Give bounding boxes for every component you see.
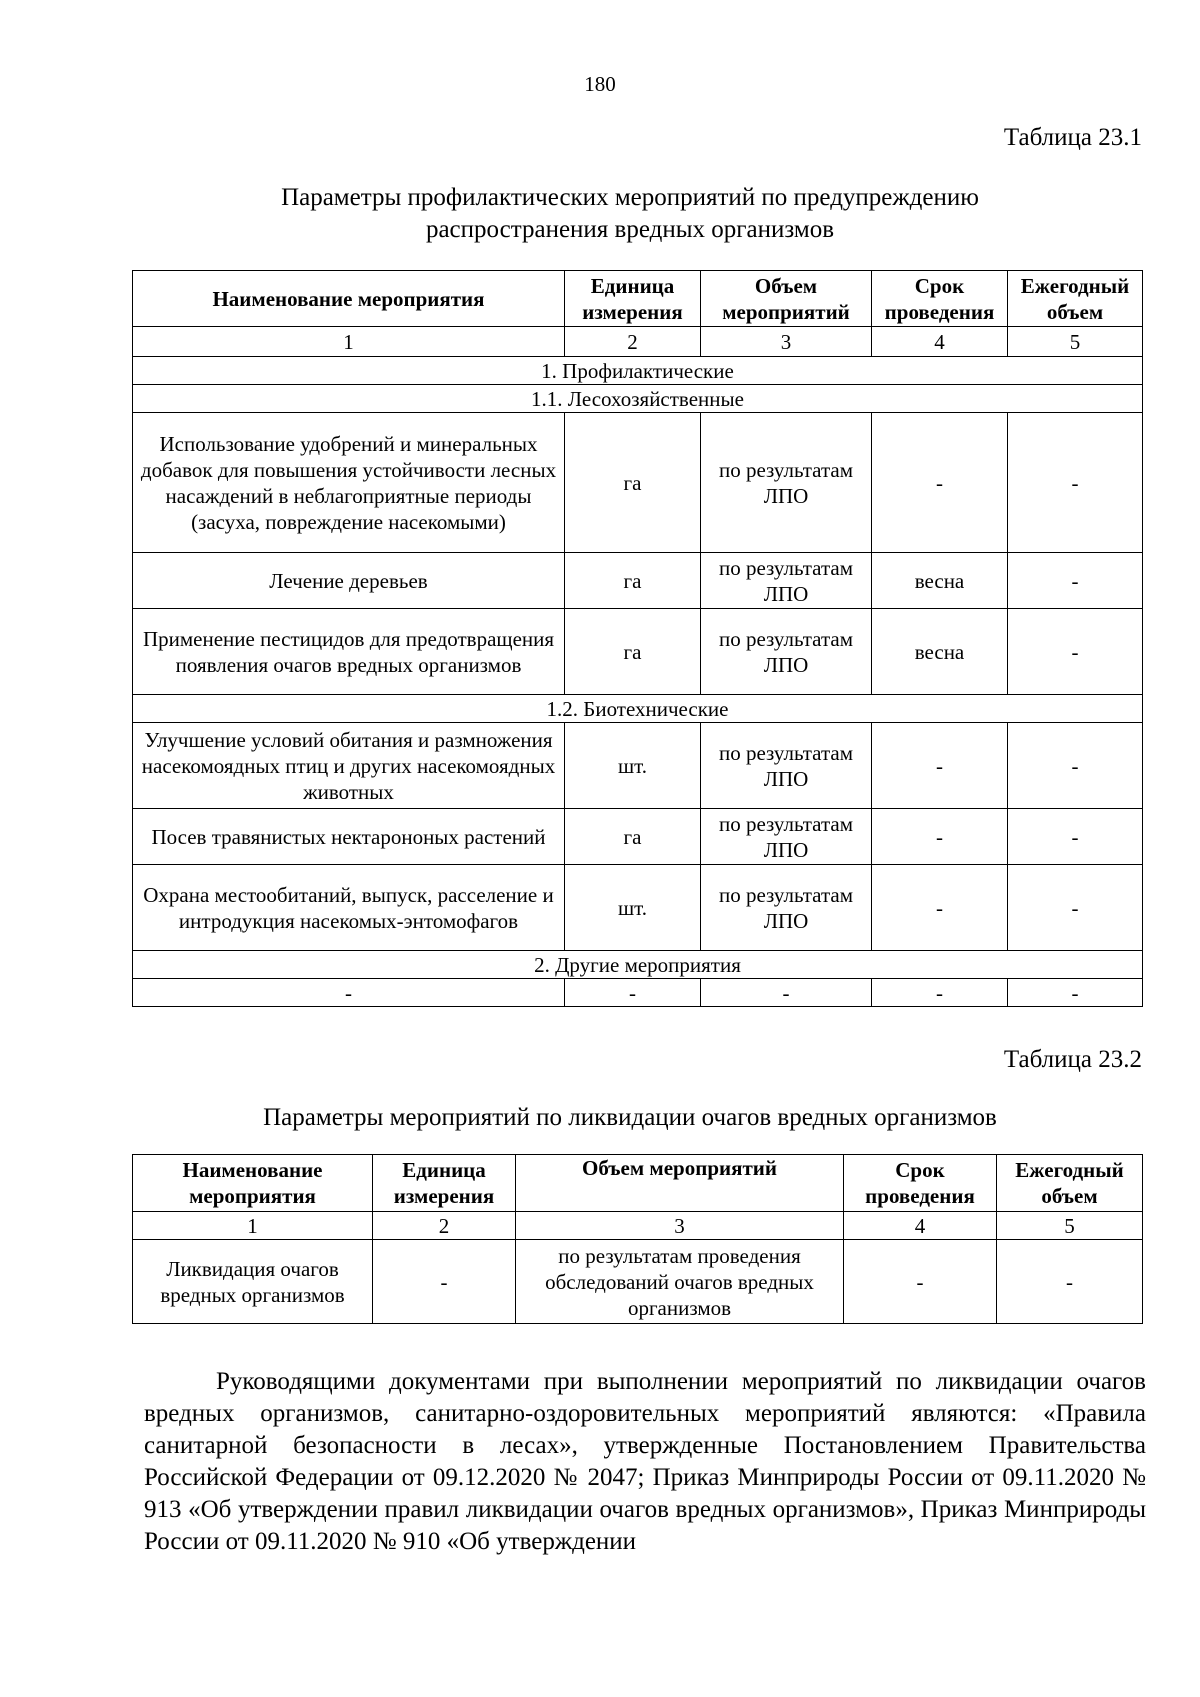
- row-term: -: [872, 979, 1008, 1007]
- col-number: 1: [133, 327, 565, 357]
- table-2-label: Таблица 23.2: [1003, 1046, 1142, 1073]
- row-name: -: [133, 979, 565, 1007]
- table-row: [133, 413, 1143, 553]
- subsection-row: [133, 385, 1143, 413]
- section-2-title: 2. Другие мероприятия: [133, 951, 1143, 979]
- header-volume: Объем мероприятий: [701, 271, 872, 327]
- row-unit: -: [373, 1240, 516, 1324]
- page-number: 180: [584, 72, 616, 96]
- section-row: [133, 951, 1143, 979]
- row-volume: по результатам ЛПО: [701, 413, 872, 553]
- row-volume: по результатам проведения обследований очагов вредных организмов: [516, 1240, 844, 1324]
- row-annual: -: [1008, 609, 1143, 695]
- row-term: -: [872, 723, 1008, 809]
- row-volume: по результатам ЛПО: [701, 723, 872, 809]
- subsection-row: [133, 695, 1143, 723]
- row-annual: -: [997, 1240, 1143, 1324]
- section-1-title: 1. Профилактические: [133, 357, 1143, 385]
- col-number: 4: [872, 327, 1008, 357]
- row-annual: -: [1008, 809, 1143, 865]
- table-1-label: Таблица 23.1: [1003, 124, 1142, 151]
- row-volume: -: [701, 979, 872, 1007]
- table-1-numbers-row: [133, 327, 1143, 357]
- table-row: [133, 1240, 1143, 1324]
- header-name: Наименование мероприятия: [133, 1155, 373, 1212]
- col-number: 2: [565, 327, 701, 357]
- row-name: Посев травянистых нектарононых растений: [133, 809, 565, 865]
- row-term: -: [872, 865, 1008, 951]
- col-number: 1: [133, 1212, 373, 1240]
- row-name: Лечение деревьев: [133, 553, 565, 609]
- row-name: Применение пестицидов для предотвращения появления очагов вредных организмов: [133, 609, 565, 695]
- table-row: [133, 809, 1143, 865]
- row-unit: га: [565, 413, 701, 553]
- table-row: [133, 609, 1143, 695]
- header-volume: Объем мероприятий: [516, 1155, 844, 1212]
- table-1-header-row: [133, 271, 1143, 327]
- table-1-title: [130, 182, 1130, 246]
- row-annual: -: [1008, 865, 1143, 951]
- row-name: Улучшение условий обитания и размножения насекомоядных птиц и других насекомоядных животных: [133, 723, 565, 809]
- col-number: 2: [373, 1212, 516, 1240]
- table-2-header-row: [133, 1155, 1143, 1212]
- row-name: Ликвидация очагов вредных организмов: [133, 1240, 373, 1324]
- table-row: [133, 865, 1143, 951]
- row-term: весна: [872, 609, 1008, 695]
- table-1-title-line2: распространения вредных организмов: [425, 216, 835, 243]
- table-2-title: Параметры мероприятий по ликвидации очагов вредных организмов: [263, 1104, 997, 1131]
- header-unit: Единица измерения: [565, 271, 701, 327]
- header-term: Срок проведения: [872, 271, 1008, 327]
- row-volume: по результатам ЛПО: [701, 865, 872, 951]
- row-annual: -: [1008, 723, 1143, 809]
- row-term: -: [872, 413, 1008, 553]
- col-number: 5: [997, 1212, 1143, 1240]
- table-2: [132, 1154, 1143, 1324]
- body-paragraph: Руководящими документами при выполнении мероприятий по ликвидации очагов вредных организмов, санитарно-оздоровительных мероприятий являются: «Правила санитарной безопасности в лесах», утвержденные Постановлением Правительства Российской Федерации от 09.12.2020 № 2047; Приказ Минприроды России от 09.11.2020 № 913 «Об утверждении правил ликвидации очагов вредных организмов», Приказ Минприроды России от 09.11.2020 № 910 «Об утверждении: [144, 1368, 1146, 1555]
- section-row: [133, 357, 1143, 385]
- row-volume: по результатам ЛПО: [701, 809, 872, 865]
- row-volume: по результатам ЛПО: [701, 609, 872, 695]
- header-unit: Единица измерения: [373, 1155, 516, 1212]
- row-annual: -: [1008, 979, 1143, 1007]
- row-unit: шт.: [565, 723, 701, 809]
- header-term: Срок проведения: [844, 1155, 997, 1212]
- row-volume: по результатам ЛПО: [701, 553, 872, 609]
- row-unit: га: [565, 609, 701, 695]
- row-annual: -: [1008, 553, 1143, 609]
- row-annual: -: [1008, 413, 1143, 553]
- row-unit: га: [565, 553, 701, 609]
- header-annual: Ежегодный объем: [997, 1155, 1143, 1212]
- col-number: 3: [701, 327, 872, 357]
- row-name: Использование удобрений и минеральных добавок для повышения устойчивости лесных насаждений в неблагоприятные периоды (засуха, повреждение насекомыми): [133, 413, 565, 553]
- subsection-1-1-title: 1.1. Лесохозяйственные: [133, 385, 1143, 413]
- row-term: весна: [872, 553, 1008, 609]
- table-row: [133, 979, 1143, 1007]
- table-1-title-line1: Параметры профилактических мероприятий по предупреждению: [281, 184, 979, 211]
- col-number: 5: [1008, 327, 1143, 357]
- table-row: [133, 723, 1143, 809]
- row-unit: -: [565, 979, 701, 1007]
- col-number: 4: [844, 1212, 997, 1240]
- col-number: 3: [516, 1212, 844, 1240]
- table-1: [132, 270, 1143, 1007]
- subsection-1-2-title: 1.2. Биотехнические: [133, 695, 1143, 723]
- header-name: Наименование мероприятия: [133, 271, 565, 327]
- table-row: [133, 553, 1143, 609]
- row-unit: шт.: [565, 865, 701, 951]
- row-term: -: [844, 1240, 997, 1324]
- row-term: -: [872, 809, 1008, 865]
- header-annual: Ежегодный объем: [1008, 271, 1143, 327]
- table-2-numbers-row: [133, 1212, 1143, 1240]
- row-name: Охрана местообитаний, выпуск, расселение и интродукция насекомых-энтомофагов: [133, 865, 565, 951]
- row-unit: га: [565, 809, 701, 865]
